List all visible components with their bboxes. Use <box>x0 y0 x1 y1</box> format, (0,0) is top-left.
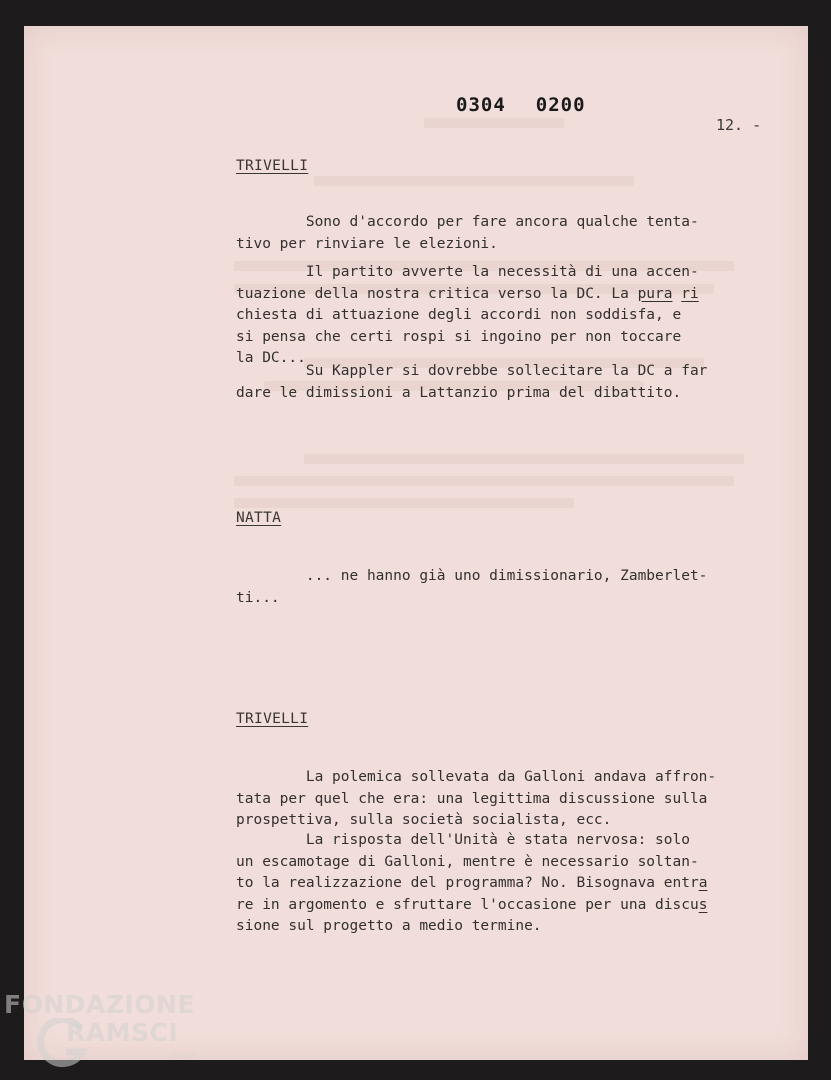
paragraph: ... ne hanno già uno dimissionario, Zamberlet- ti... <box>236 568 708 606</box>
watermark-line-3: onlus <box>170 1050 197 1061</box>
paragraph: La polemica sollevata da Galloni andava affron- tata per quel che era: una legittima discussione sulla prospettiva, sulla società socialista, ecc. <box>236 769 717 828</box>
speaker-heading: NATTA <box>236 510 282 526</box>
fondazione-gramsci-watermark <box>4 990 214 1070</box>
paragraph: Sono d'accordo per fare ancora qualche tenta- tivo per rinviare le elezioni. <box>236 214 699 252</box>
document-number <box>456 94 616 116</box>
document-page <box>24 26 808 1060</box>
watermark-line-2: RAMSCI <box>66 1018 179 1047</box>
document-number-part-1: 0304 <box>456 94 506 116</box>
paragraph: Su Kappler si dovrebbe sollecitare la DC a far dare le dimissioni a Lattanzio prima del dibattito. <box>236 363 708 401</box>
page-number: 12. - <box>716 116 762 134</box>
paragraph: Il partito avverte la necessità di una accen- tuazione della nostra critica verso la DC. La pura ri chiesta di attuazione degli accordi non soddisfa, e si pensa che certi rospi si ingoino per non toccare la DC... <box>236 264 699 366</box>
watermark-line-1: FONDAZIONE <box>4 990 196 1019</box>
paragraph: La risposta dell'Unità è stata nervosa: solo un escamotage di Galloni, mentre è necessario soltan- to la realizzazione del programma? No. Bisognava entra re in argomento e sfruttare l'occasione per una discus sione sul progetto a medio termine. <box>236 832 708 934</box>
speaker-heading: TRIVELLI <box>236 158 309 174</box>
speaker-heading: TRIVELLI <box>236 711 309 727</box>
document-number-part-2: 0200 <box>535 94 586 116</box>
